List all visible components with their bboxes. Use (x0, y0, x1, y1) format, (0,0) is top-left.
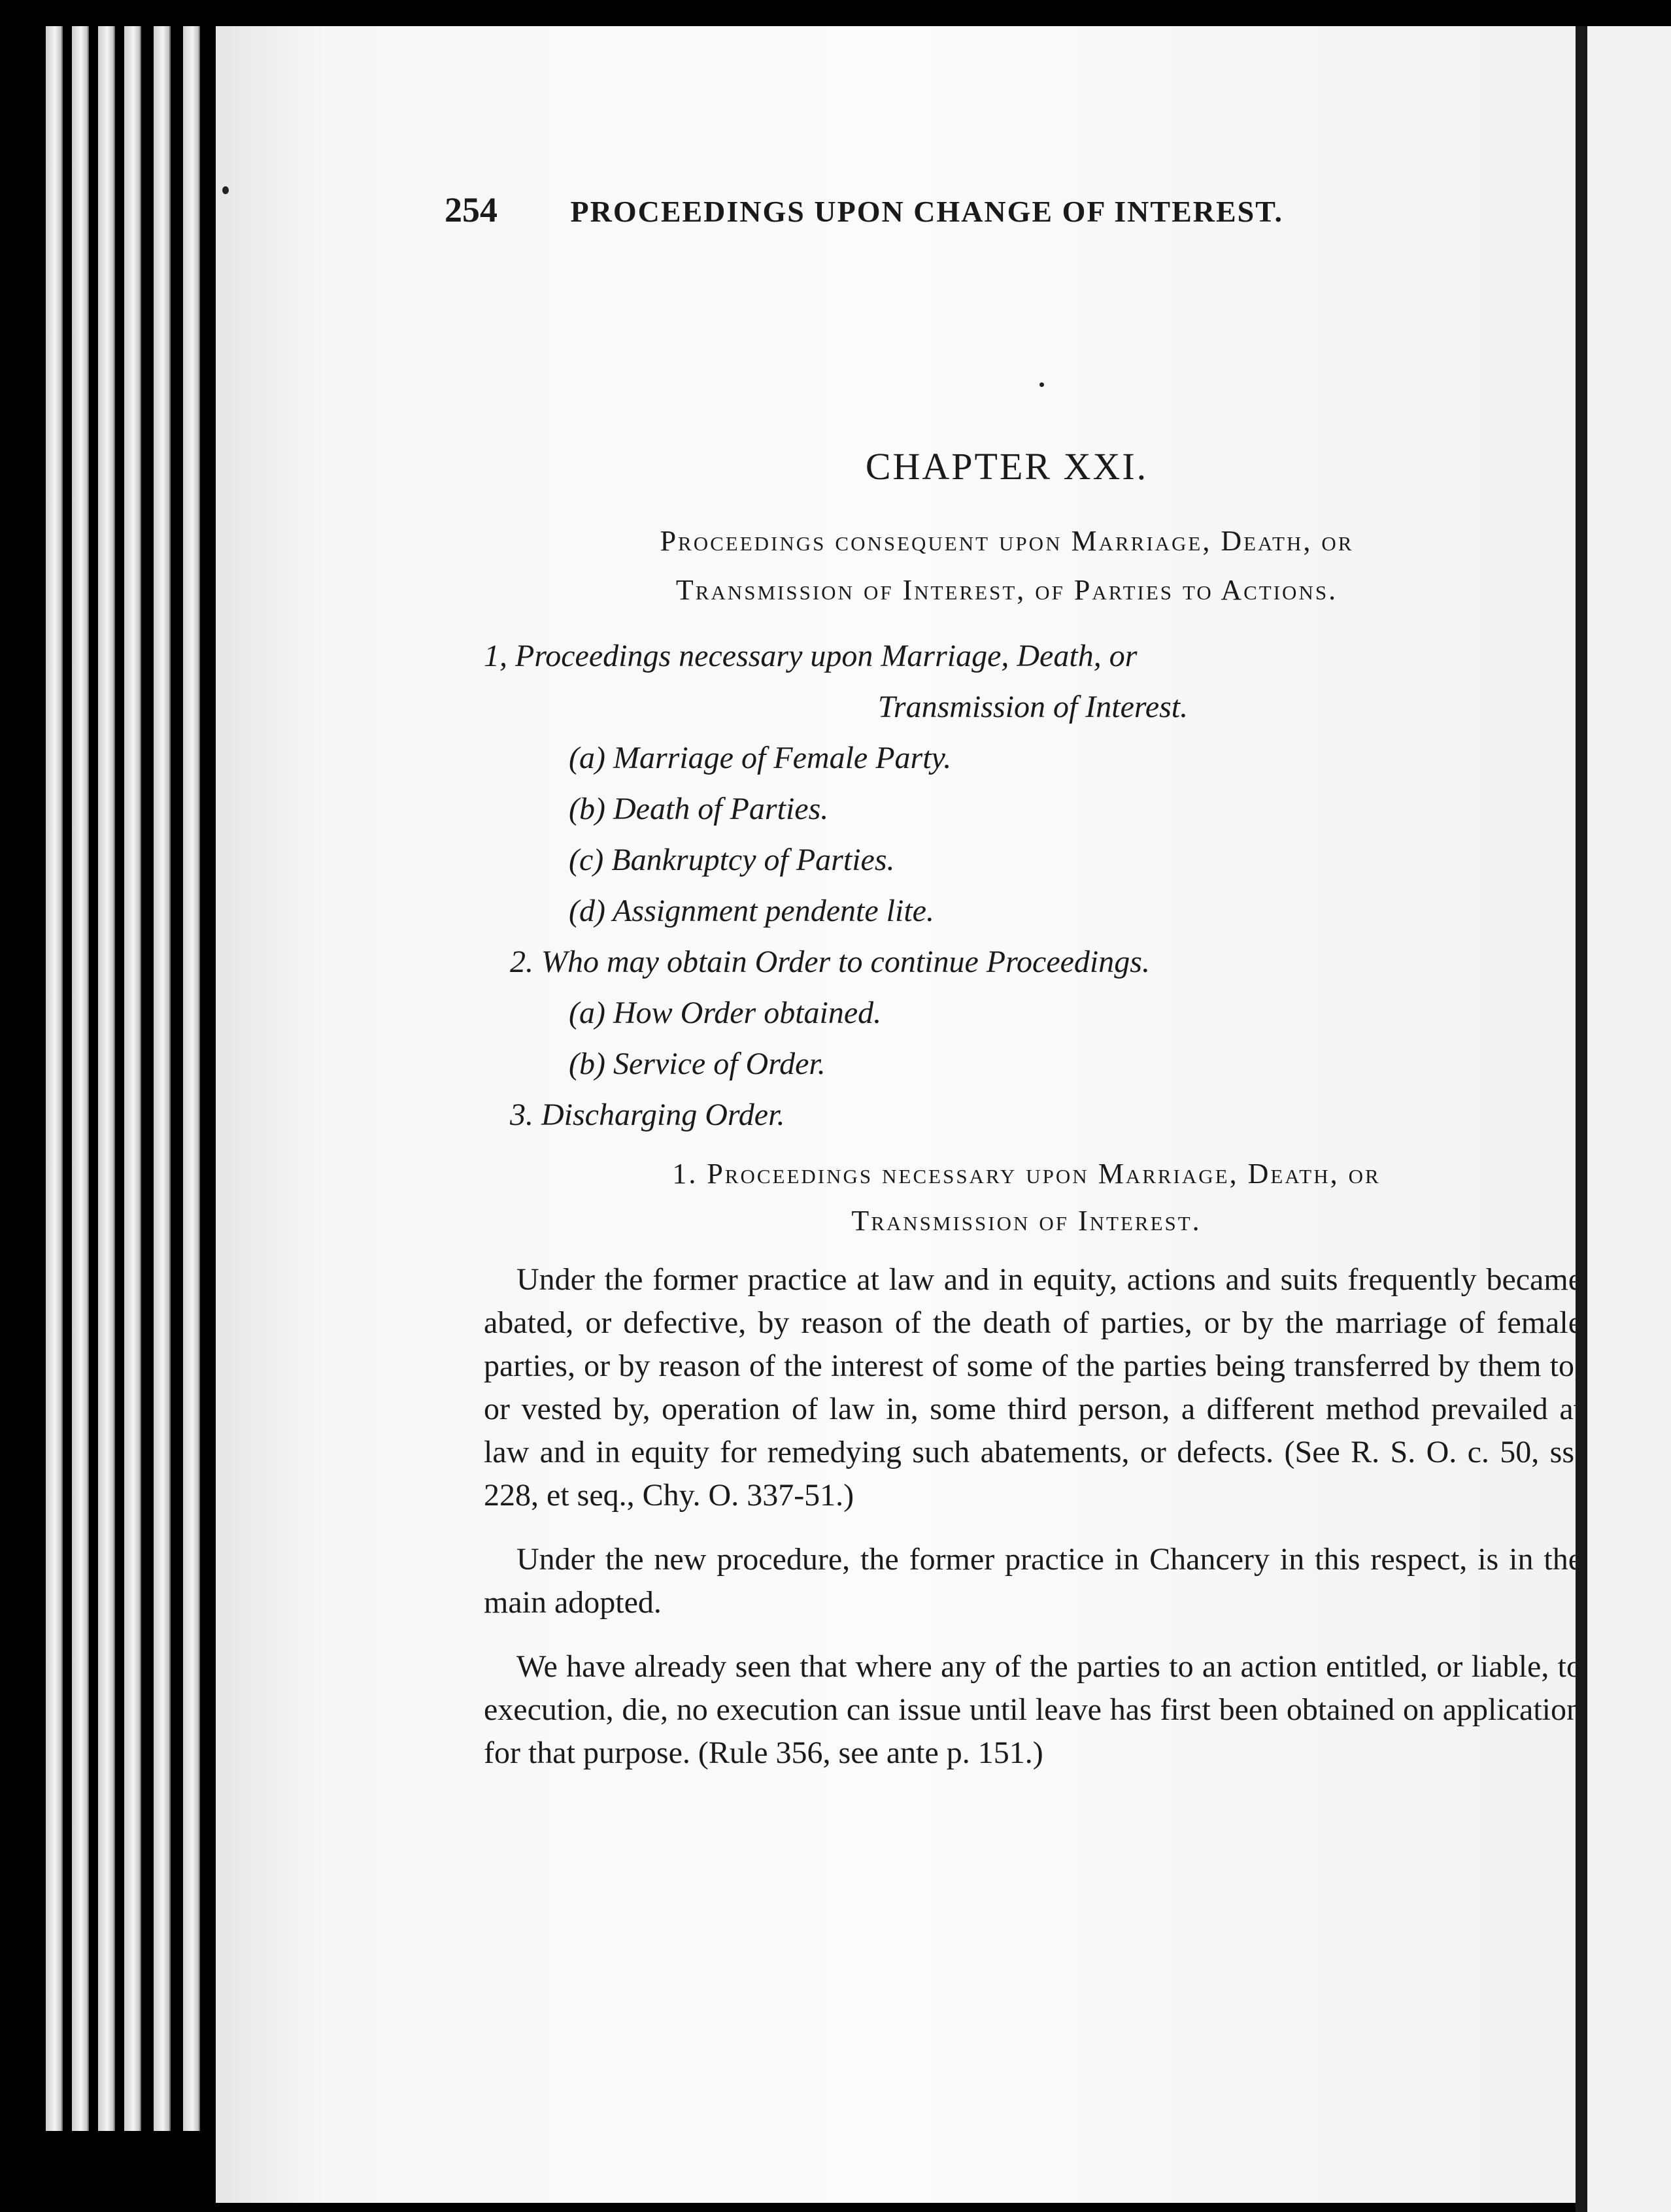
chapter-number: CHAPTER XXI. (865, 445, 1149, 488)
running-header (445, 190, 1294, 230)
body-text (484, 1258, 1582, 1796)
section-heading (477, 1150, 1576, 1245)
section-heading-line: Transmission of Interest. (851, 1205, 1202, 1237)
paragraph: We have already seen that where any of the parties to an action entitled, or liable, to execution, die, no execution can issue until leave has first been obtained on application for that purpose. (Rule 356, see ante p. 151.) (484, 1649, 1582, 1770)
facing-page-edge (1587, 26, 1671, 2212)
page-number: 254 (445, 190, 498, 229)
chapter-title-line: Proceedings consequent upon Marriage, Death, or (660, 525, 1354, 557)
paragraph: Under the former practice at law and in equity, actions and suits frequently became abated, or defective, by reason of the death of parties, or by the marriage of female parties, or by reason of the interest of some of the parties being transferred by them to, or vested by, operation of law in, some third person, a different method prevailed at law and in equity for remedying such abatements, or defects. (See R. S. O. c. 50, ss. 228, et seq., Chy. O. 337-51.) (484, 1262, 1582, 1513)
page-edge (46, 26, 63, 2131)
ink-speck (222, 186, 229, 194)
toc-subitem: (c) Bankruptcy of Parties. (569, 843, 895, 877)
paragraph: Under the new procedure, the former practice in Chancery in this respect, is in the main adopted. (484, 1542, 1582, 1620)
toc-item: 3. Discharging Order. (510, 1098, 785, 1132)
chapter-title-line: Transmission of Interest, of Parties to Actions. (675, 574, 1338, 606)
page-edge-stack (46, 26, 242, 2131)
toc-item-continued: Transmission of Interest. (877, 690, 1189, 724)
section-heading-line: 1. Proceedings necessary upon Marriage, Death, or (672, 1158, 1381, 1190)
toc-subitem: (b) Service of Order. (569, 1047, 826, 1081)
toc-subitem: (a) How Order obtained. (569, 996, 882, 1030)
running-title: PROCEEDINGS UPON CHANGE OF INTEREST. (570, 195, 1284, 228)
page-edge (183, 26, 200, 2131)
toc-subitem: (b) Death of Parties. (569, 792, 829, 826)
toc-item: 2. Who may obtain Order to continue Proceedings. (510, 945, 1150, 979)
toc-item: 1, Proceedings necessary upon Marriage, Death, or (484, 639, 1138, 673)
chapter-title (445, 516, 1569, 614)
page-edge (72, 26, 89, 2131)
chapter-contents (484, 631, 1582, 1141)
page-edge (98, 26, 115, 2131)
toc-subitem: (a) Marriage of Female Party. (569, 741, 952, 775)
page-edge (124, 26, 141, 2131)
ink-speck (1039, 382, 1044, 387)
toc-subitem: (d) Assignment pendente lite. (569, 894, 934, 928)
page-edge (154, 26, 171, 2131)
